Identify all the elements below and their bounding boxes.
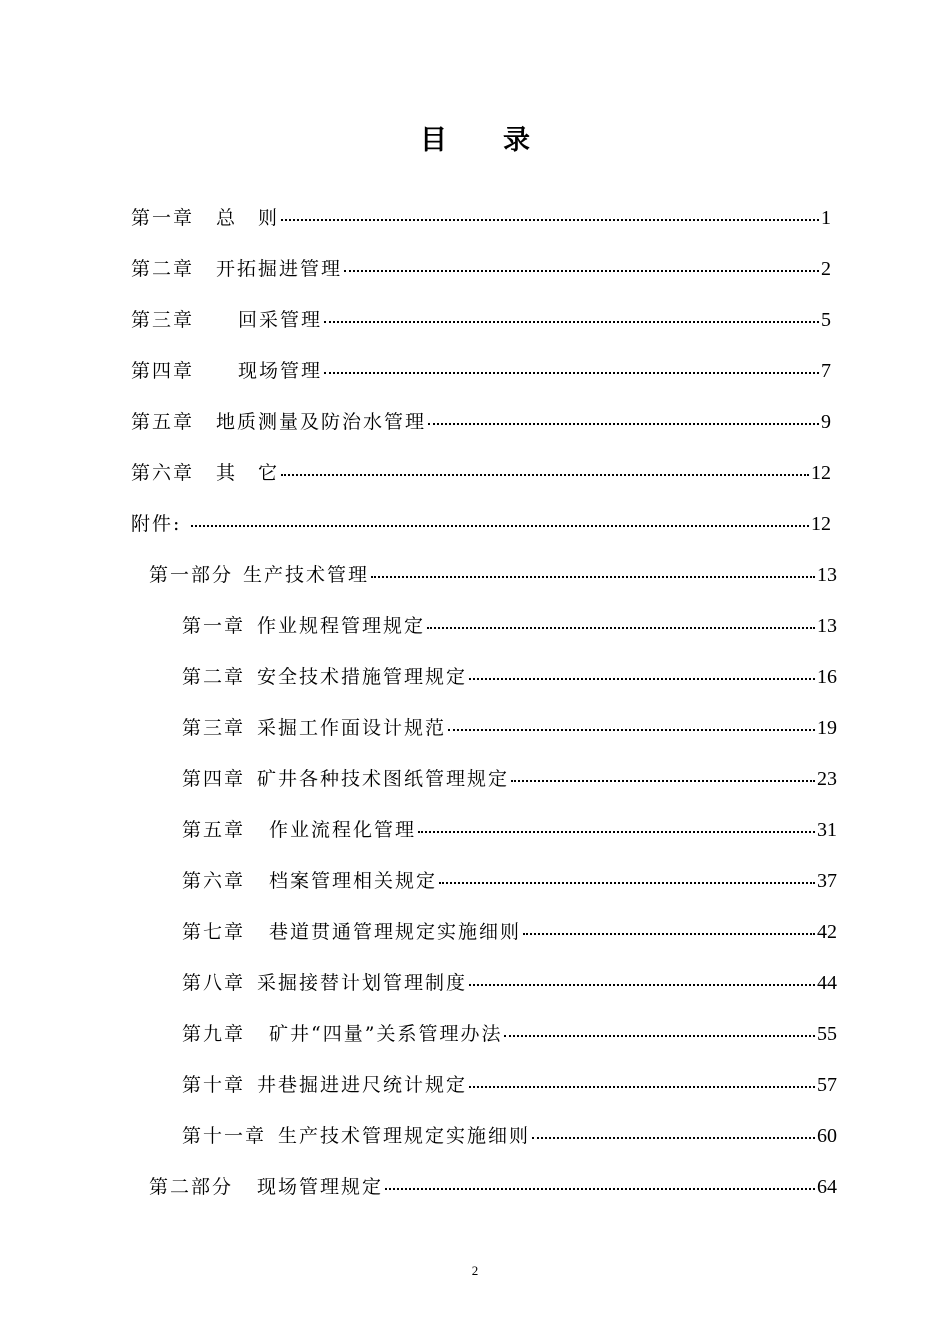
toc-page-number: 16 (817, 666, 837, 688)
toc-entry[interactable] (182, 919, 837, 945)
toc-chapter-title: 矿井“四量”关系管理办法 (269, 1023, 503, 1045)
toc-leader-dots (511, 780, 815, 782)
toc-page-number: 9 (821, 411, 831, 433)
toc-chapter-number: 第三章 (182, 717, 246, 739)
toc-entry[interactable] (182, 766, 837, 792)
toc-entry[interactable] (131, 307, 831, 333)
toc-page-number: 5 (821, 309, 831, 331)
toc-leader-dots (191, 525, 809, 527)
toc-leader-dots (418, 831, 815, 833)
toc-chapter-title: 井巷掘进进尺统计规定 (257, 1074, 468, 1096)
toc-entry[interactable] (131, 460, 831, 486)
toc-chapter-title: 现场管理 (238, 360, 323, 382)
toc-page-number: 44 (817, 972, 837, 994)
toc-page-number: 12 (811, 513, 831, 535)
toc-leader-dots (448, 729, 815, 731)
toc-chapter-title: 地质测量及防治水管理 (216, 411, 427, 433)
toc-page-number: 19 (817, 717, 837, 739)
toc-chapter-number: 第八章 (182, 972, 246, 994)
toc-entry[interactable] (182, 664, 837, 690)
footer-page-number: 2 (471, 1263, 479, 1278)
toc-page-number: 12 (811, 462, 831, 484)
toc-page-number: 42 (817, 921, 837, 943)
toc-appendix-label: 附件: (131, 513, 182, 535)
toc-entry[interactable] (182, 970, 837, 996)
toc-leader-dots (532, 1137, 815, 1139)
toc-leader-dots (523, 933, 815, 935)
toc-entry[interactable] (182, 613, 837, 639)
toc-entry[interactable] (182, 1021, 837, 1047)
toc-chapter-title: 采掘接替计划管理制度 (257, 972, 468, 994)
toc-leader-dots (281, 474, 809, 476)
toc-part-title: 现场管理规定 (257, 1176, 384, 1198)
toc-chapter-number: 第十一章 (182, 1125, 267, 1147)
toc-entry[interactable] (182, 715, 837, 741)
toc-leader-dots (504, 1035, 815, 1037)
toc-page-number: 31 (817, 819, 837, 841)
toc-chapter-number: 第九章 (182, 1023, 246, 1045)
toc-leader-dots (281, 219, 819, 221)
toc-leader-dots (344, 270, 819, 272)
toc-entry[interactable] (149, 1174, 837, 1200)
toc-page-number: 7 (821, 360, 831, 382)
toc-leader-dots (469, 1086, 815, 1088)
toc-chapter-title: 采掘工作面设计规范 (257, 717, 447, 739)
toc-entry[interactable] (131, 205, 831, 231)
toc-chapter-title: 开拓掘进管理 (216, 258, 343, 280)
toc-entry[interactable] (131, 409, 831, 435)
toc-chapter-number: 第二章 (131, 258, 195, 280)
toc-page-number: 1 (821, 207, 831, 229)
toc-chapter-title: 其 它 (216, 462, 280, 484)
toc-leader-dots (428, 423, 819, 425)
toc-chapter-number: 第六章 (182, 870, 246, 892)
title-char-2: 录 (503, 125, 530, 156)
toc-chapter-title: 矿井各种技术图纸管理规定 (257, 768, 510, 790)
toc-page-number: 23 (817, 768, 837, 790)
toc-chapter-number: 第五章 (131, 411, 195, 433)
toc-chapter-number: 第五章 (182, 819, 246, 841)
toc-page-number: 55 (817, 1023, 837, 1045)
toc-leader-dots (385, 1188, 815, 1190)
toc-chapter-number: 第六章 (131, 462, 195, 484)
toc-chapter-title: 安全技术措施管理规定 (257, 666, 468, 688)
toc-entry[interactable] (182, 868, 837, 894)
toc-entry[interactable] (131, 511, 831, 537)
toc-entry[interactable] (131, 358, 831, 384)
toc-chapter-title: 回采管理 (238, 309, 323, 331)
toc-chapter-title: 作业流程化管理 (269, 819, 417, 841)
toc-page-number: 60 (817, 1125, 837, 1147)
toc-leader-dots (469, 984, 815, 986)
toc-chapter-title: 生产技术管理规定实施细则 (278, 1125, 531, 1147)
toc-chapter-number: 第七章 (182, 921, 246, 943)
toc-chapter-title: 总 则 (216, 207, 280, 229)
toc-chapter-number: 第一章 (131, 207, 195, 229)
toc-page-number: 13 (817, 615, 837, 637)
toc-leader-dots (427, 627, 815, 629)
toc-page-number: 37 (817, 870, 837, 892)
toc-chapter-number: 第二章 (182, 666, 246, 688)
toc-chapter-title: 档案管理相关规定 (269, 870, 438, 892)
toc-leader-dots (439, 882, 815, 884)
title-char-1: 目 (420, 125, 447, 156)
toc-chapter-number: 第四章 (182, 768, 246, 790)
toc-leader-dots (469, 678, 815, 680)
toc-entry[interactable] (182, 1072, 837, 1098)
toc-chapter-number: 第十章 (182, 1074, 246, 1096)
toc-leader-dots (324, 321, 819, 323)
toc-chapter-title: 巷道贯通管理规定实施细则 (269, 921, 522, 943)
toc-leader-dots (371, 576, 815, 578)
toc-part-number: 第一部分 (149, 564, 234, 586)
toc-page-number: 57 (817, 1074, 837, 1096)
toc-entry[interactable] (182, 817, 837, 843)
toc-chapter-title: 作业规程管理规定 (257, 615, 426, 637)
toc-page-number: 13 (817, 564, 837, 586)
toc-part-number: 第二部分 (149, 1176, 234, 1198)
page-title (0, 118, 950, 157)
toc-entry[interactable] (149, 562, 837, 588)
toc-entry[interactable] (131, 256, 831, 282)
toc-page-number: 2 (821, 258, 831, 280)
toc-chapter-number: 第三章 (131, 309, 195, 331)
toc-chapter-number: 第一章 (182, 615, 246, 637)
toc-page-number: 64 (817, 1176, 837, 1198)
toc-chapter-number: 第四章 (131, 360, 195, 382)
toc-part-title: 生产技术管理 (243, 564, 370, 586)
toc-leader-dots (324, 372, 819, 374)
toc-entry[interactable] (182, 1123, 837, 1149)
